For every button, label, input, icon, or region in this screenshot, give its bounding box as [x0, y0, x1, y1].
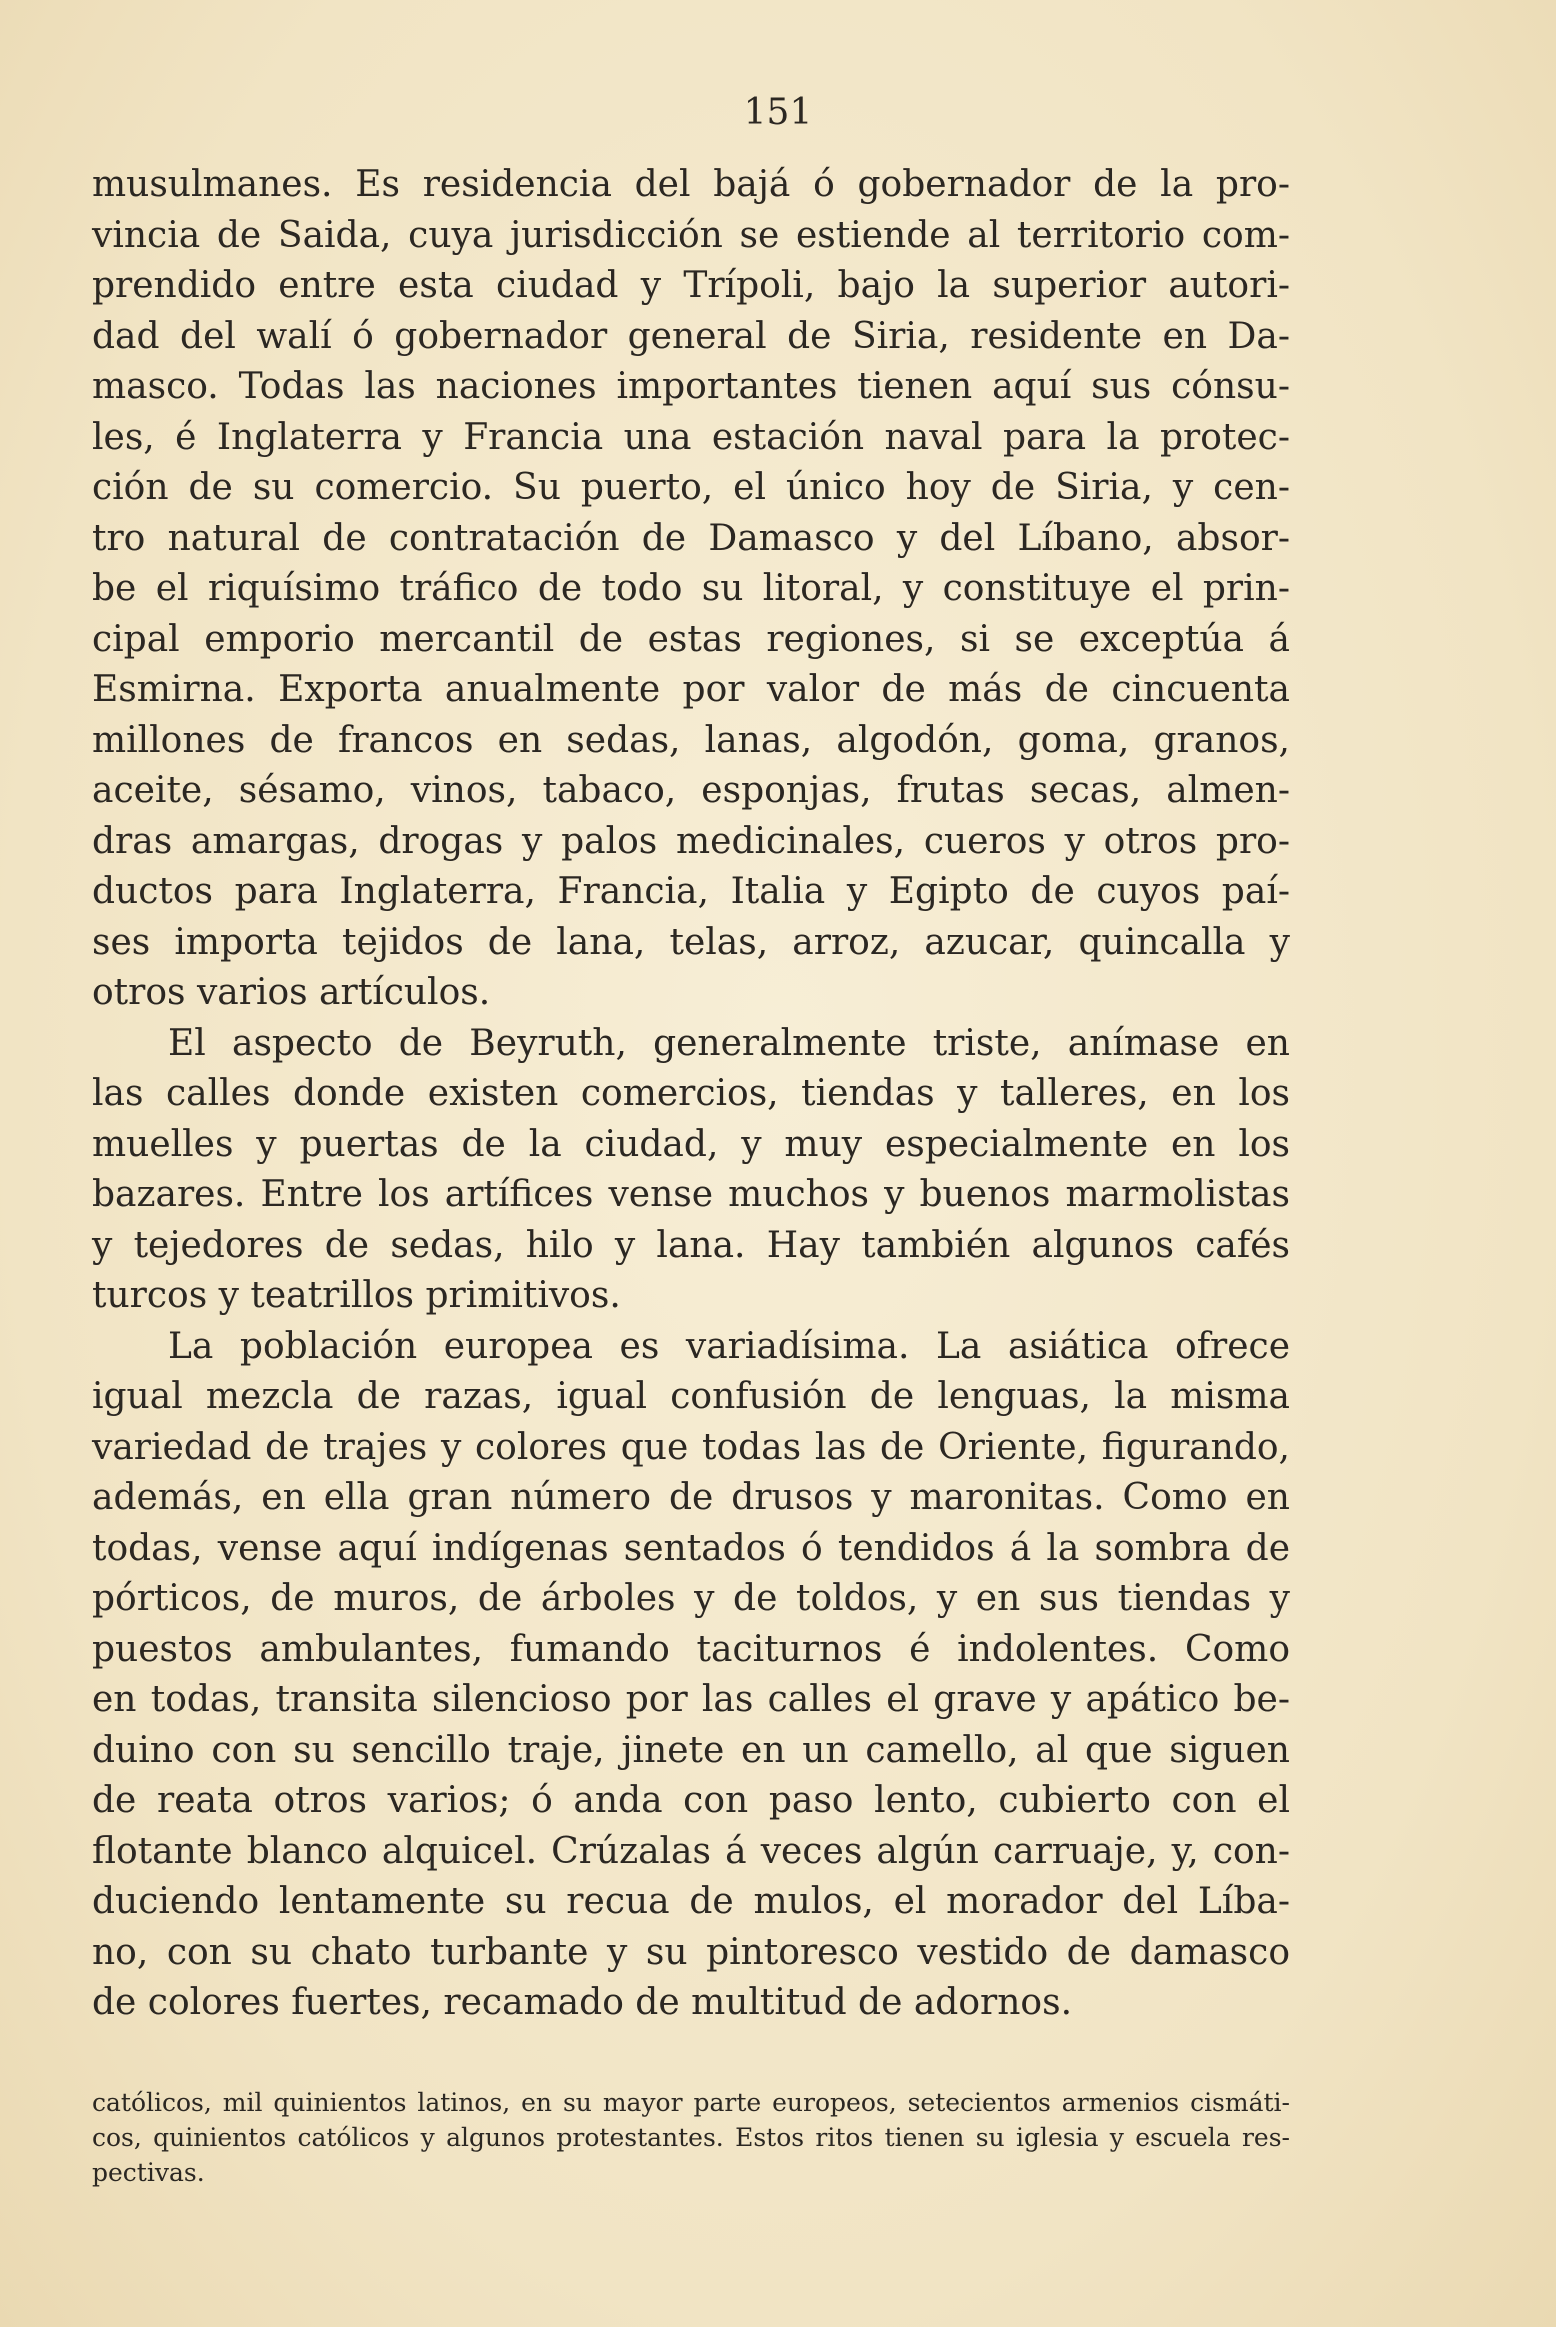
footnote: [92, 2085, 1290, 2190]
text-line: flotante blanco alquicel. Crúzalas á veces algún carruaje, y, con-: [92, 1830, 1290, 1872]
paragraph: [92, 160, 1290, 1019]
text-line: duciendo lentamente su recua de mulos, el morador del Líba-: [92, 1881, 1290, 1922]
text-line: pórticos, de muros, de árboles y de toldos, y en sus tiendas y: [92, 1578, 1290, 1619]
text-line: ductos para Inglaterra, Francia, Italia y Egipto de cuyos paí-: [92, 871, 1290, 912]
text-line: igual mezcla de razas, igual confusión de lenguas, la misma: [92, 1376, 1290, 1417]
footnote-line: católicos, mil quinientos latinos, en su mayor parte europeos, setecientos armenios cismáti-: [92, 2088, 1290, 2117]
body-text: [92, 160, 1290, 2029]
text-line: cipal emporio mercantil de estas regiones, si se exceptúa á: [92, 618, 1290, 660]
text-line: El aspecto de Beyruth, generalmente triste, anímase en: [168, 1022, 1290, 1064]
text-line: aceite, sésamo, vinos, tabaco, esponjas, frutas secas, almen-: [92, 770, 1290, 811]
text-line: además, en ella gran número de drusos y maronitas. Como en: [92, 1477, 1290, 1518]
text-line: vincia de Saida, cuya jurisdicción se estiende al territorio com-: [92, 214, 1290, 256]
text-line: musulmanes. Es residencia del bajá ó gobernador de la pro-: [92, 164, 1290, 205]
footnote-line: cos, quinientos católicos y algunos protestantes. Estos ritos tienen su iglesia y escuela res-: [92, 2123, 1290, 2152]
footnote-line: pectivas.: [92, 2158, 205, 2187]
text-line: tro natural de contratación de Damasco y del Líbano, absor-: [92, 517, 1290, 559]
text-line: dras amargas, drogas y palos medicinales, cueros y otros pro-: [92, 820, 1290, 862]
text-line: todas, vense aquí indígenas sentados ó tendidos á la sombra de: [92, 1527, 1290, 1569]
text-line: be el riquísimo tráfico de todo su litoral, y constituye el prin-: [92, 568, 1290, 609]
text-line: millones de francos en sedas, lanas, algodón, goma, granos,: [92, 719, 1290, 761]
text-line: ses importa tejidos de lana, telas, arroz, azucar, quincalla y: [92, 921, 1290, 963]
text-line: otros varios artículos.: [92, 972, 491, 1013]
text-line: puestos ambulantes, fumando taciturnos é indolentes. Como: [92, 1628, 1290, 1670]
text-line: de reata otros varios; ó anda con paso lento, cubierto con el: [92, 1780, 1290, 1821]
text-line: les, é Inglaterra y Francia una estación naval para la protec-: [92, 416, 1290, 458]
page-number: 151: [743, 92, 813, 133]
text-line: muelles y puertas de la ciudad, y muy especialmente en los: [92, 1123, 1290, 1165]
text-line: duino con su sencillo traje, jinete en un camello, al que siguen: [92, 1729, 1290, 1771]
text-line: variedad de trajes y colores que todas las de Oriente, figurando,: [92, 1426, 1290, 1468]
text-line: Esmirna. Exporta anualmente por valor de más de cincuenta: [92, 669, 1290, 710]
paragraph: [92, 1019, 1290, 1322]
text-line: bazares. Entre los artífices vense muchos y buenos marmolistas: [92, 1174, 1290, 1215]
text-line: La población europea es variadísima. La asiática ofrece: [168, 1325, 1290, 1367]
text-line: turcos y teatrillos primitivos.: [92, 1275, 621, 1316]
text-line: no, con su chato turbante y su pintoresco vestido de damasco: [92, 1931, 1290, 1973]
text-line: de colores fuertes, recamado de multitud de adornos.: [92, 1982, 1073, 2023]
text-line: prendido entre esta ciudad y Trípoli, bajo la superior autori-: [92, 265, 1290, 306]
text-line: masco. Todas las naciones importantes tienen aquí sus cónsu-: [92, 366, 1290, 407]
text-line: las calles donde existen comercios, tiendas y talleres, en los: [92, 1073, 1290, 1114]
text-line: en todas, transita silencioso por las calles el grave y apático be-: [92, 1679, 1290, 1720]
text-line: dad del walí ó gobernador general de Siria, residente en Da-: [92, 315, 1290, 357]
text-line: y tejedores de sedas, hilo y lana. Hay también algunos cafés: [92, 1224, 1290, 1266]
paragraph: [92, 1322, 1290, 2029]
text-line: ción de su comercio. Su puerto, el único hoy de Siria, y cen-: [92, 467, 1290, 508]
